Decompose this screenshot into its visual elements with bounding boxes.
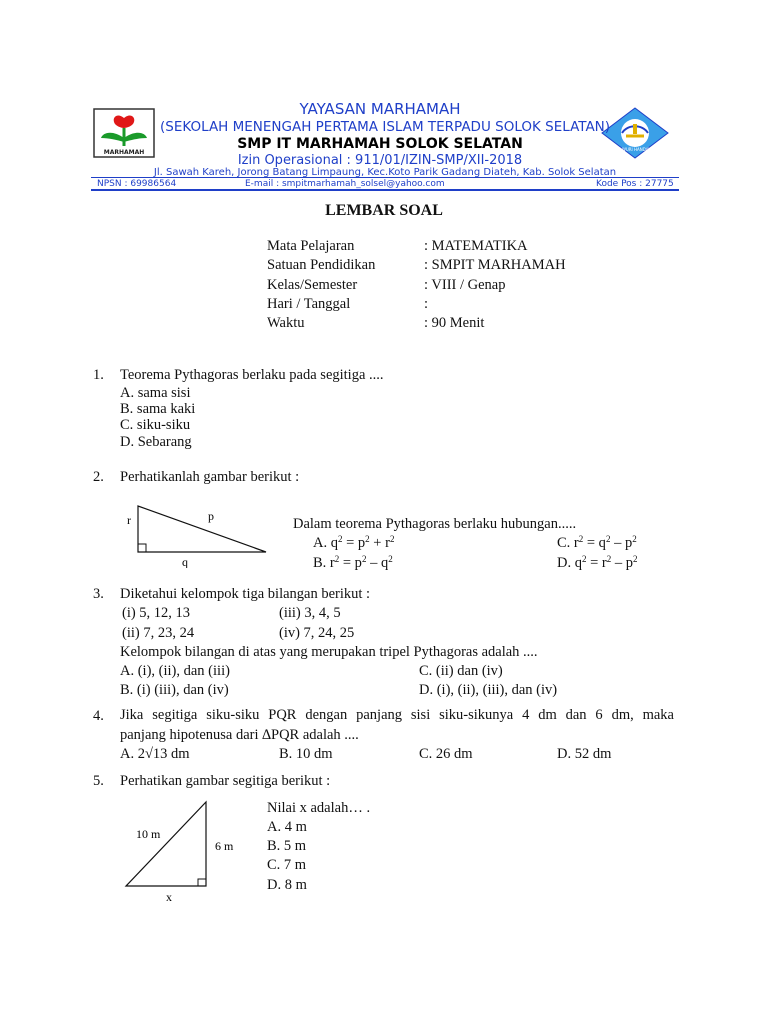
option-c: C. $r^2 = q^2 - p^2$ (557, 534, 637, 551)
info-value: : (424, 296, 429, 312)
option-b: B. (i) (iii), dan (iv) (120, 682, 229, 698)
foundation-name: YAYASAN MARHAMAH (299, 100, 461, 118)
triangle-figure (118, 798, 268, 908)
option-c: C. (ii) dan (iv) (419, 663, 503, 679)
header-divider-thick (91, 189, 679, 191)
info-value: : MATEMATIKA (424, 238, 528, 254)
option-c: C. 7 m (267, 857, 307, 873)
school-name: SMP IT MARHAMAH SOLOK SELATAN (237, 136, 523, 152)
question-number: 3. (93, 586, 104, 602)
school-full-name: (SEKOLAH MENENGAH PERTAMA ISLAM TERPADU SOLOK SELATAN) (160, 119, 611, 135)
label-base: x (166, 890, 172, 904)
question-number: 1. (93, 367, 104, 383)
header-divider (91, 177, 679, 178)
option-a: A. 4 m (267, 819, 307, 835)
postcode: Kode Pos : 27775 (596, 179, 674, 189)
school-logo (93, 108, 155, 158)
question-number: 5. (93, 773, 104, 789)
option-b: B. sama kaki (120, 401, 196, 417)
option-d: D. (i), (ii), (iii), dan (iv) (419, 682, 558, 698)
right-triangle-figure (122, 500, 274, 568)
school-email: E-mail : smpitmarhamah_solsel@yahoo.com (245, 179, 445, 189)
number-set: (iv) 7, 24, 25 (279, 625, 355, 641)
info-value: : VIII / Genap (424, 277, 506, 293)
number-set: (i) 5, 12, 13 (122, 605, 191, 621)
number-set: (ii) 7, 23, 24 (122, 625, 195, 641)
info-label: Hari / Tanggal (267, 296, 351, 312)
option-d: D. $q^2 = r^2 - p^2$ (557, 554, 638, 571)
question-prompt: Kelompok bilangan di atas yang merupakan tripel Pythagoras adalah .... (120, 644, 538, 660)
option-a: A. $q^2 = p^2 + r^2$ (313, 534, 395, 551)
question-number: 4. (93, 708, 104, 724)
number-set: (iii) 3, 4, 5 (279, 605, 341, 621)
info-label: Satuan Pendidikan (267, 257, 376, 273)
logo-text: MARHAMAH (103, 149, 145, 156)
info-label: Mata Pelajaran (267, 238, 355, 254)
info-label: Kelas/Semester (267, 277, 358, 293)
option-c: C. siku-siku (120, 417, 191, 433)
option-d: D. 52 dm (557, 746, 612, 762)
tut-wuri-emblem (600, 106, 670, 160)
label-hypotenuse: 10 m (136, 827, 161, 841)
label-r: r (127, 513, 131, 527)
option-d: D. 8 m (267, 877, 307, 893)
npsn: NPSN : 69986564 (97, 179, 177, 189)
question-prompt: Dalam teorema Pythagoras berlaku hubungan..... (293, 516, 577, 532)
question-text: Teorema Pythagoras berlaku pada segitiga .... (120, 367, 384, 383)
option-a: A. 2√13 dm (120, 746, 190, 762)
option-b: B. $r^2 = p^2 - q^2$ (313, 554, 393, 571)
info-value: : SMPIT MARHAMAH (424, 257, 566, 273)
info-label: Waktu (267, 315, 305, 331)
question-prompt: Nilai x adalah… . (267, 800, 371, 816)
question-text: Perhatikan gambar segitiga berikut : (120, 773, 331, 789)
label-p: p (208, 509, 214, 523)
school-address: Jl. Sawah Kareh, Jorong Batang Limpaung, Kec.Koto Parik Gadang Diateh, Kab. Solok Selatan (153, 167, 617, 178)
page-title: LEMBAR SOAL (325, 202, 443, 219)
option-a: A. (i), (ii), dan (iii) (120, 663, 230, 679)
option-b: B. 10 dm (279, 746, 333, 762)
question-text: Diketahui kelompok tiga bilangan berikut : (120, 586, 371, 602)
question-text: Perhatikanlah gambar berikut : (120, 469, 300, 485)
question-number: 2. (93, 469, 104, 485)
emblem-text: TUT WURI HANDAYANI (612, 147, 658, 152)
option-a: A. sama sisi (120, 385, 191, 401)
info-value: : 90 Menit (424, 315, 485, 331)
label-side: 6 m (215, 839, 234, 853)
option-b: B. 5 m (267, 838, 307, 854)
option-c: C. 26 dm (419, 746, 473, 762)
operating-permit: Izin Operasional : 911/01/IZIN-SMP/XII-2018 (237, 153, 523, 168)
question-text: Jika segitiga siku-siku PQR dengan panjang sisi siku-sikunya 4 dm dan 6 dm, maka (120, 707, 674, 723)
label-q: q (182, 555, 188, 568)
option-d: D. Sebarang (120, 434, 192, 450)
question-text-line2: panjang hipotenusa dari ∆PQR adalah .... (120, 727, 359, 743)
